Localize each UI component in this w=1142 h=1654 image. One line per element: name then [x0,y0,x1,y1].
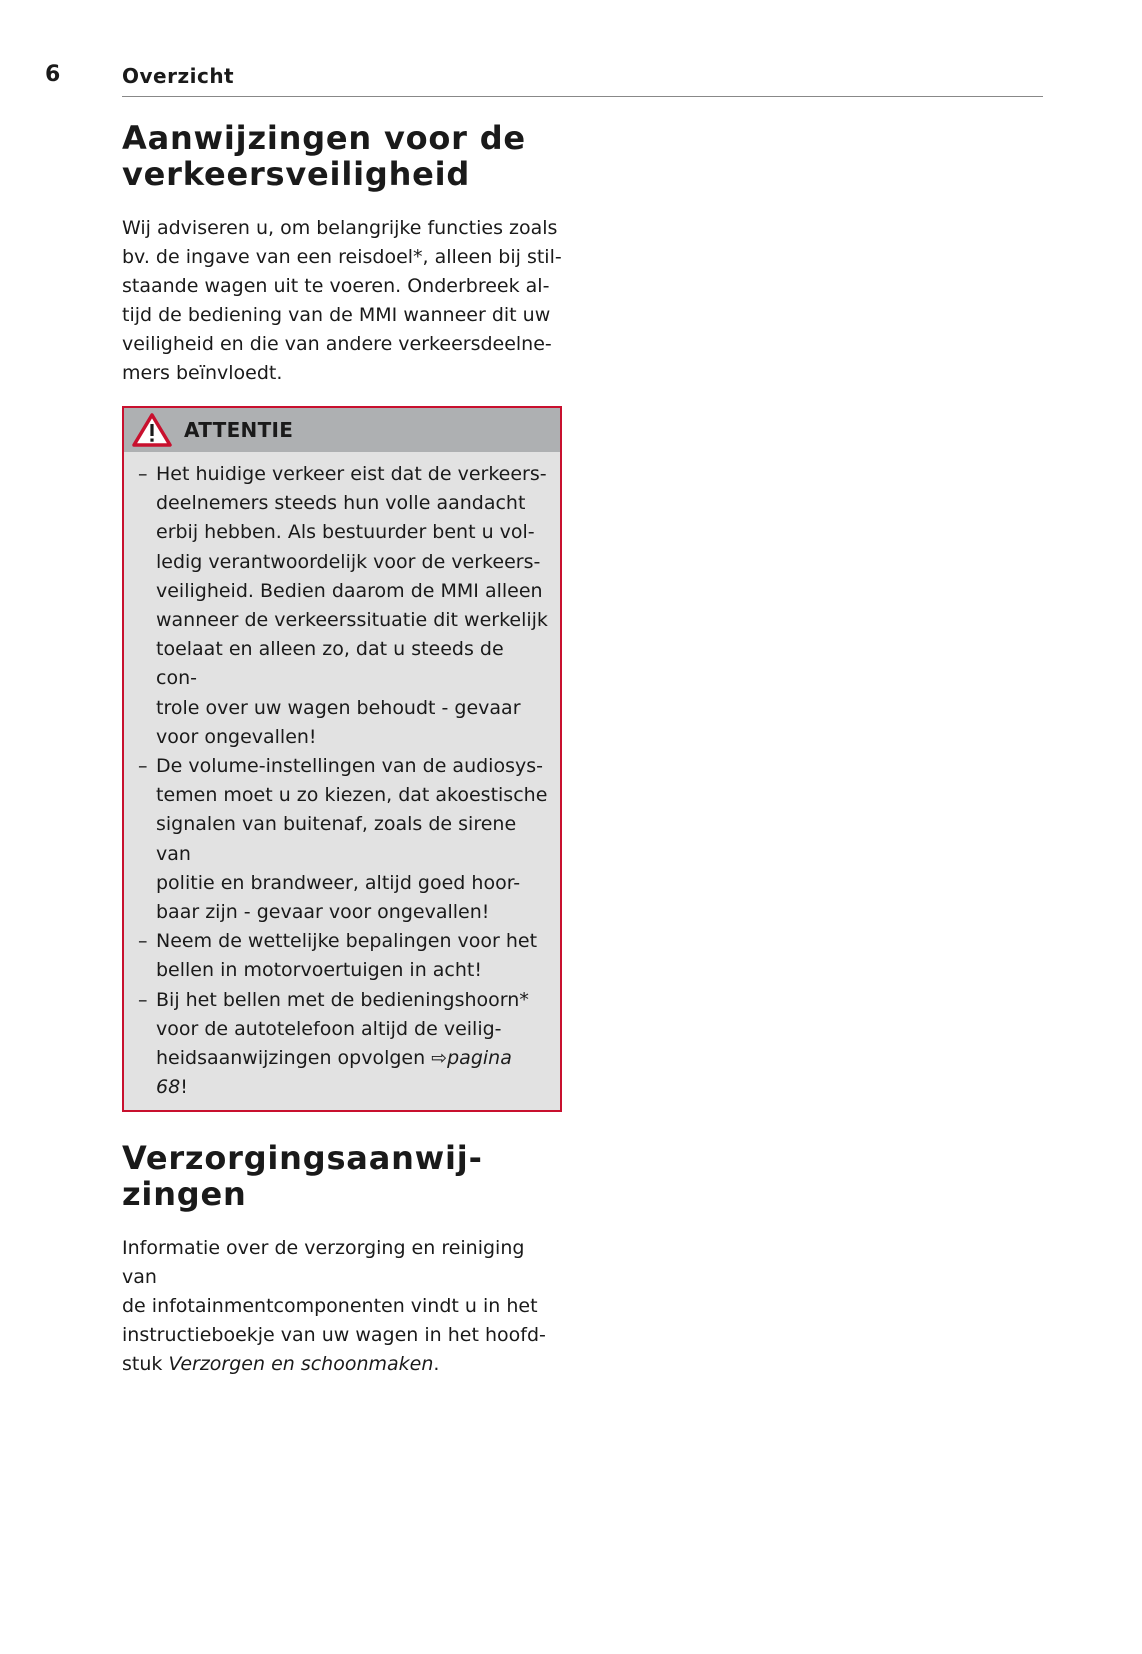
text-line: De volume-instellingen van de audiosys- [156,755,543,778]
text-line: bv. de ingave van een reisdoel*, alleen bij stil- [122,246,562,268]
text-line: Het huidige verkeer eist dat de verkeers- [156,463,547,485]
section-title-care-instructions [122,1140,562,1212]
text-line: veiligheid en die van andere verkeersdeelne- [122,333,552,355]
text-line: ledig verantwoordelijk voor de verkeers- [156,550,541,573]
text-line: voor ongevallen! [156,725,317,748]
warning-triangle-icon [132,413,172,447]
text-line: tijd de bediening van de MMI wanneer dit uw [122,304,551,326]
text-line: politie en brandweer, altijd goed hoor- [156,871,521,894]
warning-title: ATTENTIE [184,418,294,442]
title-line: Verzorgingsaanwij- [122,1139,483,1178]
text-line: wanneer de verkeerssituatie dit werkelijk [156,609,548,632]
text-line: erbij hebben. Als bestuurder bent u vol- [156,521,535,544]
page-ref-word: pagina [447,1047,512,1070]
text-line: signalen van buitenaf, zoals de sirene van [156,813,517,865]
page-number: 6 [45,62,61,87]
text-line: bellen in motorvoertuigen in acht! [156,959,482,982]
warning-item [138,927,550,985]
text-line: staande wagen uit te voeren. Onderbreek al- [122,275,550,297]
text-punctuation: ! [180,1076,188,1099]
text-line: stuk [122,1353,169,1376]
title-line: verkeersveiligheid [122,155,471,193]
text-line: temen moet u zo kiezen, dat akoestische [156,784,548,807]
text-line: voor de autotelefoon altijd de veilig- [156,1017,502,1040]
text-line: trole over uw wagen behoudt - gevaar [156,696,521,719]
text-line: veiligheid. Bedien daarom de MMI alleen [156,579,543,602]
title-line: Aanwijzingen voor de [122,119,526,157]
warning-header [124,408,560,452]
text-line: mers beïnvloedt. [122,362,283,384]
text-punctuation: . [433,1353,440,1376]
warning-list [124,452,560,1110]
list-dash: – [138,755,148,778]
text-line: Bij het bellen met de bedieningshoorn* [156,988,529,1011]
warning-item [138,460,550,752]
intro-paragraph [122,214,562,388]
warning-item [138,986,550,1103]
main-column [122,120,562,1379]
header-rule [122,96,1043,97]
care-paragraph [122,1234,562,1379]
section-header: Overzicht [122,64,235,88]
text-line: Informatie over de verzorging en reiniging van [122,1237,525,1289]
warning-box [122,406,562,1112]
text-line: Wij adviseren u, om belangrijke functies zoals [122,217,558,239]
text-line: heidsaanwijzingen opvolgen [156,1047,432,1070]
list-dash: – [138,463,148,485]
chapter-reference: Verzorgen en schoonmaken [168,1353,434,1376]
text-line: instructieboekje van uw wagen in het hoofd- [122,1324,546,1347]
text-line: baar zijn - gevaar voor ongevallen! [156,901,490,924]
text-line: deelnemers steeds hun volle aandacht [156,492,526,515]
section-title-traffic-safety [122,120,562,192]
list-dash: – [138,988,148,1011]
text-line: de infotainmentcomponenten vindt u in het [122,1295,538,1318]
text-line: Neem de wettelijke bepalingen voor het [156,930,538,953]
arrow-right-icon: ⇨ [431,1047,448,1070]
warning-item [138,752,550,927]
page-ref-number: 68 [156,1076,181,1099]
list-dash: – [138,930,148,953]
text-line: toelaat en alleen zo, dat u steeds de con- [156,638,504,690]
title-line: zingen [122,1175,247,1214]
